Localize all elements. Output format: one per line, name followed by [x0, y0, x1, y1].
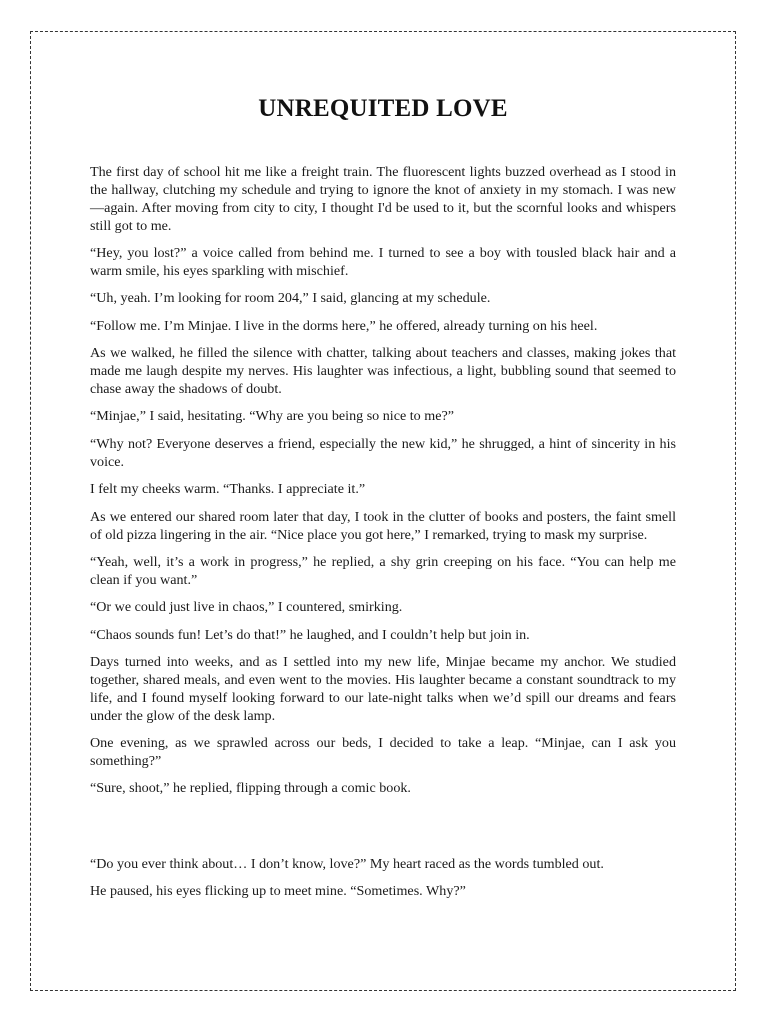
- paragraph: As we entered our shared room later that day, I took in the clutter of books and posters, the faint smell of old pizza lingering in the air. “Nice place you got here,” I remarked, trying to mask my surprise.: [90, 508, 676, 543]
- document-title: UNREQUITED LOVE: [258, 95, 508, 122]
- paragraph: Days turned into weeks, and as I settled into my new life, Minjae became my anchor. We studied together, shared meals, and even went to the movies. His laughter became a constant soundtrack to my life, and I found myself looking forward to our late-night talks when we’d spill our dreams and fears under the glow of the desk lamp.: [90, 654, 676, 724]
- paragraph: “Yeah, well, it’s a work in progress,” he replied, a shy grin creeping on his face. “You can help me clean if you want.”: [90, 553, 676, 588]
- paragraph: One evening, as we sprawled across our beds, I decided to take a leap. “Minjae, can I ask you something?”: [90, 735, 676, 770]
- paragraph: I felt my cheeks warm. “Thanks. I appreciate it.”: [90, 481, 366, 498]
- document-body: [90, 94, 676, 911]
- paragraph: The first day of school hit me like a freight train. The fluorescent lights buzzed overhead as I stood in the hallway, clutching my schedule and trying to ignore the knot of anxiety in my stomach. I was new—again. After moving from city to city, I thought I'd be used to it, but the scornful looks and whispers still got to me.: [90, 164, 676, 234]
- paragraph: “Uh, yeah. I’m looking for room 204,” I said, glancing at my schedule.: [90, 290, 491, 307]
- paragraph: “Minjae,” I said, hesitating. “Why are you being so nice to me?”: [90, 408, 454, 425]
- paragraph: “Or we could just live in chaos,” I countered, smirking.: [90, 599, 403, 616]
- paragraph: “Why not? Everyone deserves a friend, especially the new kid,” he shrugged, a hint of sincerity in his voice.: [90, 435, 676, 470]
- paragraph: As we walked, he filled the silence with chatter, talking about teachers and classes, making jokes that made me laugh despite my nerves. His laughter was infectious, a light, bubbling sound that seemed to chase away the shadows of doubt.: [90, 345, 676, 398]
- paragraph: “Do you ever think about… I don’t know, love?” My heart raced as the words tumbled out.: [90, 855, 604, 872]
- section-gap: [90, 808, 676, 856]
- paragraph: “Sure, shoot,” he replied, flipping through a comic book.: [90, 780, 411, 797]
- paragraph: “Hey, you lost?” a voice called from behind me. I turned to see a boy with tousled black hair and a warm smile, his eyes sparkling with mischief.: [90, 245, 676, 280]
- paragraph: He paused, his eyes flicking up to meet mine. “Sometimes. Why?”: [90, 883, 466, 900]
- paragraph: “Follow me. I’m Minjae. I live in the dorms here,” he offered, already turning on his heel.: [90, 317, 598, 334]
- paragraph: “Chaos sounds fun! Let’s do that!” he laughed, and I couldn’t help but join in.: [90, 626, 530, 643]
